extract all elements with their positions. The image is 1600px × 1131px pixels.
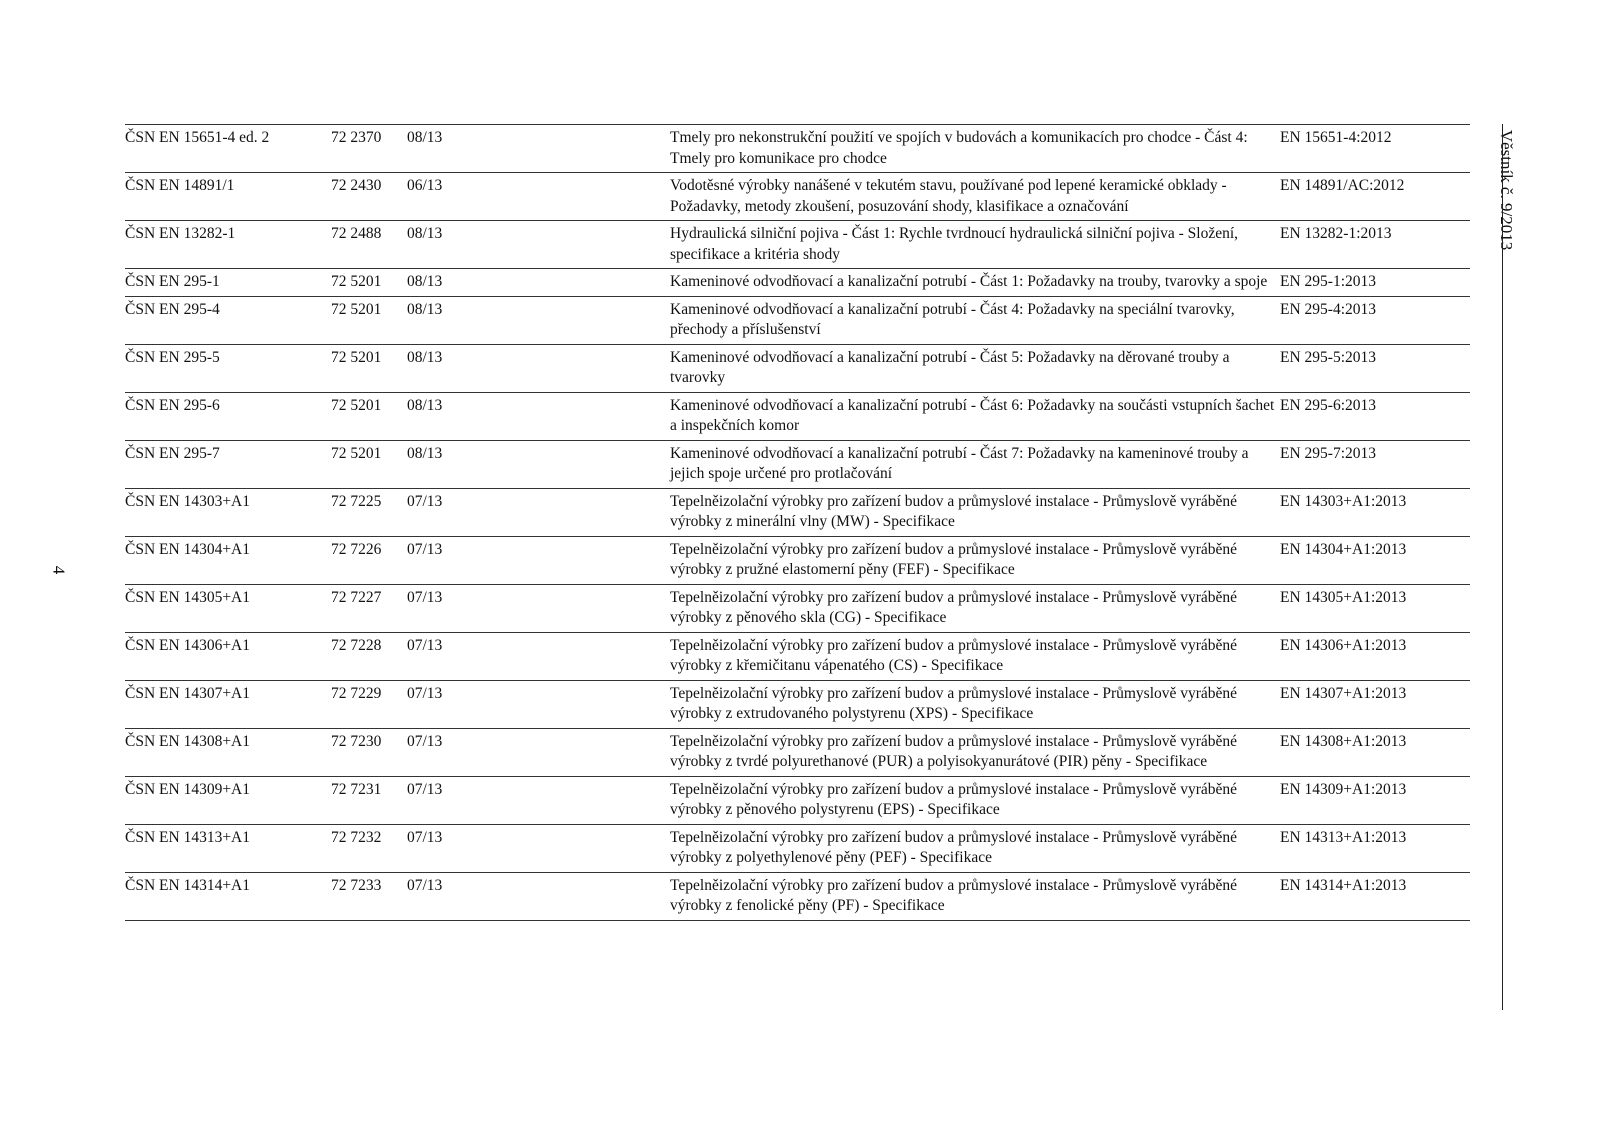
standard-code-cell: ČSN EN 295-6 — [125, 396, 220, 414]
page-number: 4 — [49, 565, 69, 575]
standards-table-body — [125, 125, 1470, 921]
standard-title-cell: Tepelněizolační výrobky pro zařízení budov a průmyslové instalace - Průmyslově vyráběné výrobky z pěnového polystyrenu (EPS) - Specifikace — [670, 780, 1238, 818]
classification-number-cell: 72 7233 — [331, 876, 382, 894]
classification-number-cell: 72 5201 — [331, 444, 382, 462]
standard-title-cell: Tepelněizolační výrobky pro zařízení budov a průmyslové instalace - Průmyslově vyráběné výrobky z pěnového skla (CG) - Specifikace — [670, 588, 1238, 626]
standard-code-cell: ČSN EN 14891/1 — [125, 177, 235, 194]
standard-code-cell: ČSN EN 15651-4 ed. 2 — [125, 129, 270, 146]
standard-title-cell: Kameninové odvodňovací a kanalizační potrubí - Část 7: Požadavky na kameninové trouby a jejich spoje určené pro protlačování — [670, 444, 1249, 482]
standard-title-cell: Tmely pro nekonstrukční použití ve spojích v budovách a komunikacích pro chodce - Část 4: Tmely pro komunikace pro chodce — [670, 129, 1248, 167]
issue-date-cell: 07/13 — [407, 492, 443, 510]
standard-code-cell: ČSN EN 14306+A1 — [125, 636, 250, 654]
classification-number-cell: 72 5201 — [331, 273, 382, 290]
en-reference-cell: EN 14313+A1:2013 — [1280, 828, 1407, 846]
standard-code-cell: ČSN EN 295-5 — [125, 348, 220, 366]
standards-table — [125, 124, 1470, 921]
issue-date-cell: 08/13 — [407, 444, 443, 462]
standard-code-cell: ČSN EN 295-7 — [125, 444, 220, 462]
table-row — [125, 872, 1470, 920]
issue-date-cell: 08/13 — [407, 300, 443, 318]
standard-code-cell: ČSN EN 13282-1 — [125, 225, 236, 242]
en-reference-cell: EN 295-6:2013 — [1280, 396, 1377, 414]
table-row — [125, 125, 1470, 173]
issue-date-cell: 07/13 — [407, 684, 443, 702]
standard-title-cell: Tepelněizolační výrobky pro zařízení budov a průmyslové instalace - Průmyslově vyráběné výrobky z tvrdé polyurethanové (PUR) a polyisokyanurátové (PIR) pěny - Specifikace — [670, 732, 1238, 770]
classification-number-cell: 72 5201 — [331, 348, 382, 366]
issue-date-cell: 08/13 — [407, 273, 443, 290]
issue-date-cell: 07/13 — [407, 588, 443, 606]
standard-title-cell: Tepelněizolační výrobky pro zařízení budov a průmyslové instalace - Průmyslově vyráběné výrobky z minerální vlny (MW) - Specifikace — [670, 492, 1238, 530]
standard-title-cell: Tepelněizolační výrobky pro zařízení budov a průmyslové instalace - Průmyslově vyráběné výrobky z polyethylenové pěny (PEF) - Specifikace — [670, 828, 1238, 866]
issue-date-cell: 07/13 — [407, 828, 443, 846]
standard-code-cell: ČSN EN 14304+A1 — [125, 540, 250, 558]
table-row — [125, 221, 1470, 269]
en-reference-cell: EN 14891/AC:2012 — [1280, 177, 1405, 194]
classification-number-cell: 72 7229 — [331, 684, 382, 702]
standard-title-cell: Tepelněizolační výrobky pro zařízení budov a průmyslové instalace - Průmyslově vyráběné výrobky z pružné elastomerní pěny (FEF) - Specifikace — [670, 540, 1238, 578]
table-row — [125, 173, 1470, 221]
en-reference-cell: EN 14304+A1:2013 — [1280, 540, 1407, 558]
classification-number-cell: 72 5201 — [331, 396, 382, 414]
standard-title-cell: Tepelněizolační výrobky pro zařízení budov a průmyslové instalace - Průmyslově vyráběné výrobky z křemičitanu vápenatého (CS) - Specifikace — [670, 636, 1238, 674]
en-reference-cell: EN 14303+A1:2013 — [1280, 492, 1407, 510]
standard-code-cell: ČSN EN 14307+A1 — [125, 684, 250, 702]
standard-title-cell: Tepelněizolační výrobky pro zařízení budov a průmyslové instalace - Průmyslově vyráběné výrobky z extrudovaného polystyrenu (XPS) - Specifikace — [670, 684, 1238, 722]
classification-number-cell: 72 7228 — [331, 636, 382, 654]
en-reference-cell: EN 13282-1:2013 — [1280, 225, 1392, 242]
table-row — [125, 269, 1470, 297]
standard-title-cell: Tepelněizolační výrobky pro zařízení budov a průmyslové instalace - Průmyslově vyráběné výrobky z fenolické pěny (PF) - Specifikace — [670, 876, 1238, 914]
standard-code-cell: ČSN EN 14305+A1 — [125, 588, 250, 606]
en-reference-cell: EN 14305+A1:2013 — [1280, 588, 1407, 606]
table-row — [125, 488, 1470, 536]
table-row — [125, 632, 1470, 680]
en-reference-cell: EN 14308+A1:2013 — [1280, 732, 1407, 750]
en-reference-cell: EN 295-7:2013 — [1280, 444, 1377, 462]
standard-code-cell: ČSN EN 14313+A1 — [125, 828, 250, 846]
classification-number-cell: 72 2430 — [331, 177, 382, 194]
standard-title-cell: Kameninové odvodňovací a kanalizační potrubí - Část 1: Požadavky na trouby, tvarovky a spoje — [670, 273, 1268, 290]
standard-code-cell: ČSN EN 295-4 — [125, 300, 220, 318]
classification-number-cell: 72 2370 — [331, 129, 382, 146]
standard-code-cell: ČSN EN 14303+A1 — [125, 492, 250, 510]
issue-date-cell: 08/13 — [407, 129, 443, 146]
issue-date-cell: 07/13 — [407, 876, 443, 894]
journal-issue-label: Věstník č. 9/2013 — [1497, 129, 1516, 251]
standard-code-cell: ČSN EN 295-1 — [125, 273, 220, 290]
standard-title-cell: Kameninové odvodňovací a kanalizační potrubí - Část 4: Požadavky na speciální tvarovky, přechody a příslušenství — [670, 300, 1235, 338]
standard-title-cell: Kameninové odvodňovací a kanalizační potrubí - Část 6: Požadavky na součásti vstupních šachet a inspekčních komor — [670, 396, 1275, 434]
issue-date-cell: 07/13 — [407, 732, 443, 750]
issue-date-cell: 07/13 — [407, 540, 443, 558]
issue-date-cell: 08/13 — [407, 396, 443, 414]
en-reference-cell: EN 295-5:2013 — [1280, 348, 1377, 366]
issue-date-cell: 06/13 — [407, 177, 443, 194]
table-row — [125, 392, 1470, 440]
classification-number-cell: 72 7225 — [331, 492, 382, 510]
table-row — [125, 344, 1470, 392]
classification-number-cell: 72 7227 — [331, 588, 382, 606]
en-reference-cell: EN 295-4:2013 — [1280, 300, 1377, 318]
classification-number-cell: 72 7230 — [331, 732, 382, 750]
table-row — [125, 728, 1470, 776]
standard-title-cell: Vodotěsné výrobky nanášené v tekutém stavu, používané pod lepené keramické obklady - Požadavky, metody zkoušení, posuzování shody, klasifikace a označování — [670, 177, 1227, 215]
table-row — [125, 776, 1470, 824]
issue-date-cell: 07/13 — [407, 636, 443, 654]
standard-code-cell: ČSN EN 14308+A1 — [125, 732, 250, 750]
en-reference-cell: EN 14314+A1:2013 — [1280, 876, 1407, 894]
table-row — [125, 680, 1470, 728]
standard-title-cell: Kameninové odvodňovací a kanalizační potrubí - Část 5: Požadavky na děrované trouby a tvarovky — [670, 348, 1230, 386]
en-reference-cell: EN 14307+A1:2013 — [1280, 684, 1407, 702]
classification-number-cell: 72 7231 — [331, 780, 382, 798]
standard-code-cell: ČSN EN 14314+A1 — [125, 876, 250, 894]
en-reference-cell: EN 15651-4:2012 — [1280, 129, 1392, 146]
table-row — [125, 584, 1470, 632]
classification-number-cell: 72 5201 — [331, 300, 382, 318]
table-row — [125, 440, 1470, 488]
issue-date-cell: 07/13 — [407, 780, 443, 798]
standard-title-cell: Hydraulická silniční pojiva - Část 1: Rychle tvrdnoucí hydraulická silniční pojiva - Složení, specifikace a kritéria shody — [670, 225, 1239, 263]
en-reference-cell: EN 295-1:2013 — [1280, 273, 1377, 290]
en-reference-cell: EN 14306+A1:2013 — [1280, 636, 1407, 654]
classification-number-cell: 72 7226 — [331, 540, 382, 558]
table-row — [125, 296, 1470, 344]
standard-code-cell: ČSN EN 14309+A1 — [125, 780, 250, 798]
issue-date-cell: 08/13 — [407, 225, 443, 242]
classification-number-cell: 72 2488 — [331, 225, 382, 242]
issue-date-cell: 08/13 — [407, 348, 443, 366]
en-reference-cell: EN 14309+A1:2013 — [1280, 780, 1407, 798]
table-row — [125, 536, 1470, 584]
side-rule — [1502, 124, 1503, 1010]
classification-number-cell: 72 7232 — [331, 828, 382, 846]
table-row — [125, 824, 1470, 872]
